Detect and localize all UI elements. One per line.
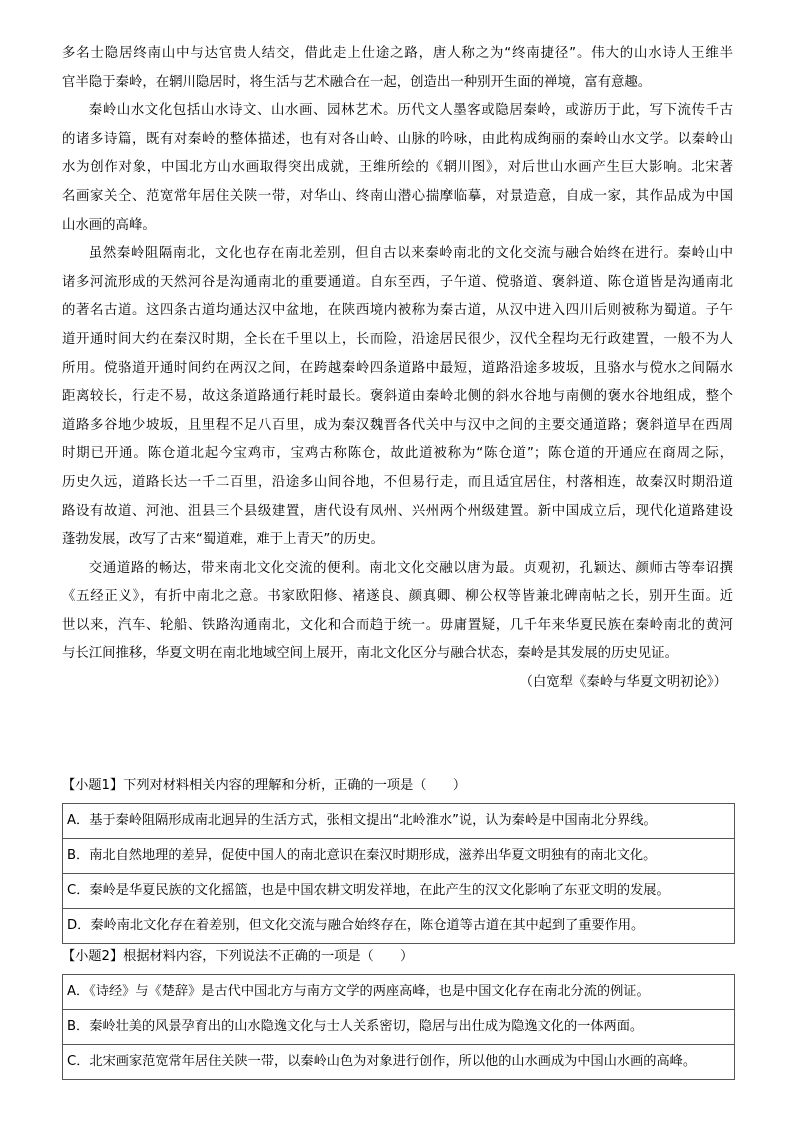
passage-line: 交通道路的畅达，带来南北文化交流的便利。南北文化交融以唐为最。贞观初，孔颖达、颜师古等奉诏撰 (88, 560, 733, 576)
option-a[interactable]: A．基于秦岭阻隔形成南北迥异的生活方式，张相文提出“北岭淮水”说，认为秦岭是中国南北分界线。 (63, 804, 734, 839)
passage-line: 道开通时间大约在秦汉时期，全长在千里以上，长而险，沿途居民很少，汉代全程均无行政建置，一般不为人 (62, 331, 733, 347)
option-b[interactable]: B．秦岭壮美的风景孕育出的山水隐逸文化与士人关系密切，隐居与出仕成为隐逸文化的一体两面。 (63, 1010, 734, 1045)
passage-line: 水为创作对象，中国北方山水画取得突出成就，王维所绘的《辋川图》，对后世山水画产生巨大影响。北宋著 (62, 160, 733, 176)
passage-line: 所用。傥骆道开通时间约在两汉之间，在跨越秦岭四条道路中最短，道路沿途多坡坂，且骆水与傥水之间隔水 (62, 360, 733, 376)
passage-line: 山水画的高峰。 (62, 217, 156, 233)
question-1-options (62, 803, 735, 944)
passage-line: 虽然秦岭阻隔南北，文化也存在南北差别，但自古以来秦岭南北的文化交流与融合始终在进行。秦岭山中 (88, 246, 733, 262)
passage-line: 官半隐于秦岭，在辋川隐居时，将生活与艺术融合在一起，创造出一种别开生面的禅境，富有意趣。 (62, 74, 652, 90)
passage-line: 时期已开通。陈仓道北起今宝鸡市，宝鸡古称陈仓，故此道被称为“陈仓道”；陈仓道的开通应在商周之际， (62, 446, 733, 462)
option-c[interactable]: C．北宋画家范宽常年居住关陕一带，以秦岭山色为对象进行创作，所以他的山水画成为中国山水画的高峰。 (67, 1054, 697, 1069)
passage-line: 蓬勃发展，改写了古来“蜀道难，难于上青天”的历史。 (62, 532, 384, 548)
passage-line: 世以来，汽车、轮船、铁路沟通南北，文化和合而趋于统一。毋庸置疑，几千年来华夏民族在秦岭南北的黄河 (62, 617, 733, 633)
passage-line: 与长江间推移，华夏文明在南北地域空间上展开，南北文化区分与融合状态，秦岭是其发展的历史见证。 (62, 646, 678, 662)
passage-line: 的诸多诗篇，既有对秦岭的整体描述，也有对各山岭、山脉的吟咏，由此构成绚丽的秦岭山水文学。以秦岭山 (62, 131, 733, 147)
passage-line: 诸多河流形成的天然河谷是沟通南北的重要通道。自东至西，子午道、傥骆道、褒斜道、陈仓道皆是沟通南北 (62, 274, 733, 290)
question-2-title: 【小题2】根据材料内容，下列说法不正确的一项是（ ） (62, 949, 414, 964)
passage-line: 《五经正义》，有折中南北之意。书家欧阳修、褚遂良、颜真卿、柳公权等皆兼北碑南帖之长，别开生面。近 (62, 589, 733, 605)
question-1-title: 【小题1】下列对材料相关内容的理解和分析，正确的一项是（ ） (62, 778, 467, 793)
passage-line: 的著名古道。这四条古道均通达汉中盆地，在陕西境内被称为秦古道，从汉中进入四川后则被称为蜀道。子午 (62, 303, 733, 319)
passage-line: 多名士隐居终南山中与达官贵人结交，借此走上仕途之路，唐人称之为“终南捷径”。伟大的山水诗人王维半 (62, 46, 733, 61)
question-2-options (62, 974, 735, 1080)
passage-source: （白宽犁《秦岭与华夏文明初论》） (519, 675, 727, 691)
option-a[interactable]: A．《诗经》与《楚辞》是古代中国北方与南方文学的两座高峰，也是中国文化存在南北分流的例证。 (63, 975, 734, 1010)
passage-line: 秦岭山水文化包括山水诗文、山水画、园林艺术。历代文人墨客或隐居秦岭，或游历于此，写下流传千古 (88, 103, 733, 119)
passage-line: 路设有故道、河池、沮县三个县级建置，唐代设有凤州、兴州两个州级建置。新中国成立后，现代化道路建设 (62, 503, 733, 519)
passage-line: 距离较长，行走不易，故这条道路通行耗时最长。褒斜道由秦岭北侧的斜水谷地与南侧的褒水谷地组成，整个 (62, 389, 733, 405)
passage-line: 道路多谷地少坡坂，且里程不足八百里，成为秦汉魏晋各代关中与汉中之间的主要交通道路；褒斜道早在西周 (62, 417, 733, 433)
option-b[interactable]: B．南北自然地理的差异，促使中国人的南北意识在秦汉时期形成，滋养出华夏文明独有的南北文化。 (63, 839, 734, 874)
passage-line: 名画家关仝、范宽常年居住关陕一带，对华山、终南山潜心揣摩临摹，对景造意，自成一家，其作品成为中国 (62, 188, 733, 204)
option-d[interactable]: D．秦岭南北文化存在着差别，但文化交流与融合始终存在，陈仓道等古道在其中起到了重要作用。 (67, 918, 645, 933)
reading-passage (62, 40, 733, 698)
passage-line: 历史久远，道路长达一千二百里，沿途多山间谷地，不但易行走，而且适宜居住，村落相连，故秦汉时期沿道 (62, 474, 733, 490)
option-c[interactable]: C．秦岭是华夏民族的文化摇篮，也是中国农耕文明发祥地，在此产生的汉文化影响了东亚文明的发展。 (63, 874, 734, 909)
